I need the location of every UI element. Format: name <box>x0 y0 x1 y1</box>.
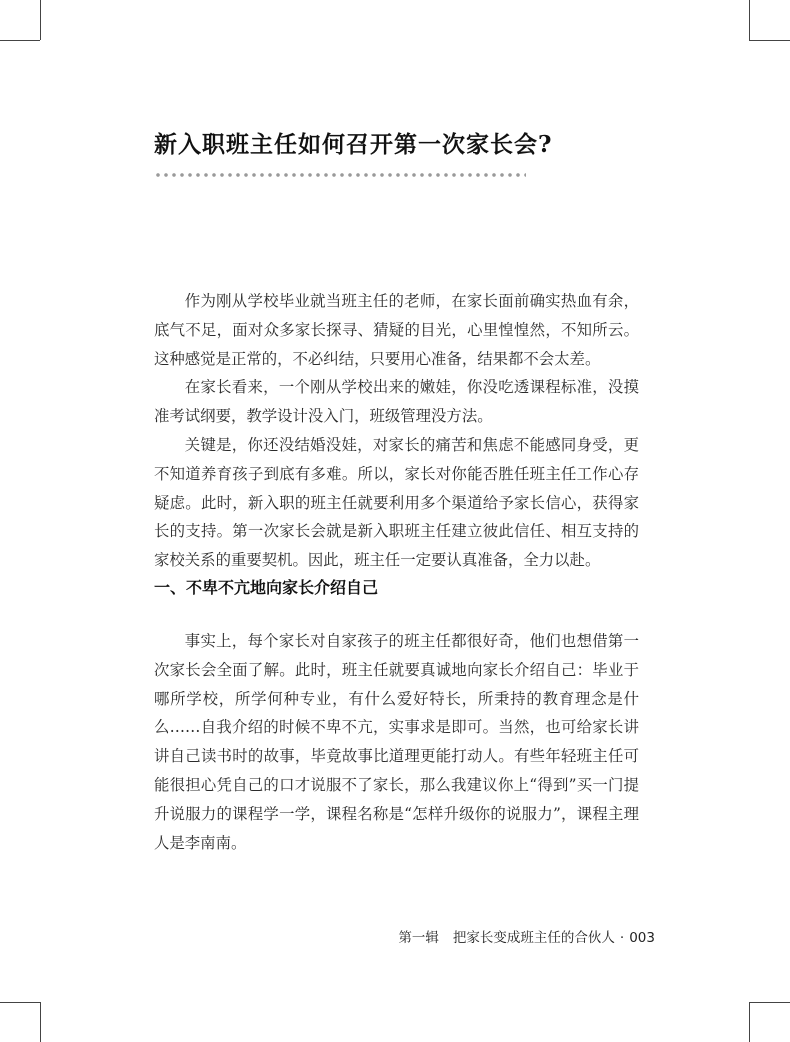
crop-mark-top-left-horizontal <box>0 40 40 41</box>
footer-separator: · <box>619 930 625 946</box>
footer-chapter: 第一辑 <box>398 930 439 946</box>
crop-mark-top-right-horizontal <box>749 40 790 41</box>
footer-part-title: 把家长变成班主任的合伙人 <box>452 930 615 946</box>
section-text-block <box>154 627 639 857</box>
intro-paragraph-1: 作为刚从学校毕业就当班主任的老师，在家长面前确实热血有余，底气不足，面对众多家长探寻、猜疑的目光，心里惶惶然，不知所云。这种感觉是正常的，不必纠结，只要用心准备，结果都不会太差。 <box>154 292 639 368</box>
page-footer <box>398 926 655 946</box>
intro-text-block <box>154 287 639 575</box>
crop-mark-top-right-vertical <box>749 0 750 40</box>
crop-mark-bottom-right-horizontal <box>749 1002 790 1003</box>
intro-paragraph-2: 在家长看来，一个刚从学校出来的嫩娃，你没吃透课程标准，没摸准考试纲要，教学设计没入门，班级管理没方法。 <box>154 378 639 426</box>
section-heading: 一、不卑不亢地向家长介绍自己 <box>154 578 379 597</box>
section-paragraph-1: 事实上，每个家长对自家孩子的班主任都很好奇，他们也想借第一次家长会全面了解。此时，班主任就要真诚地向家长介绍自己：毕业于哪所学校，所学何种专业，有什么爱好特长，所秉持的教育理念是什么……自我介绍的时候不卑不亢，实事求是即可。当然，也可给家长讲讲自己读书时的故事，毕竟故事比道理更能打动人。有些年轻班主任可能很担心凭自己的口才说服不了家长，那么我建议你上“得到”买一门提升说服力的课程学一学，课程名称是“怎样升级你的说服力”，课程主理人是李南南。 <box>154 632 639 852</box>
intro-paragraph-3: 关键是，你还没结婚没娃，对家长的痛苦和焦虑不能感同身受，更不知道养育孩子到底有多难。所以，家长对你能否胜任班主任工作心存疑虑。此时，新入职的班主任就要利用多个渠道给予家长信心，获得家长的支持。第一次家长会就是新入职班主任建立彼此信任、相互支持的家校关系的重要契机。因此，班主任一定要认真准备，全力以赴。 <box>154 435 639 570</box>
article-title: 新入职班主任如何召开第一次家长会? <box>154 131 553 158</box>
page-number: 003 <box>629 930 655 946</box>
crop-mark-bottom-left-vertical <box>40 1002 41 1042</box>
crop-mark-bottom-right-vertical <box>749 1002 750 1042</box>
title-dotted-underline <box>154 172 526 178</box>
crop-mark-top-left-vertical <box>40 0 41 40</box>
crop-mark-bottom-left-horizontal <box>0 1002 40 1003</box>
